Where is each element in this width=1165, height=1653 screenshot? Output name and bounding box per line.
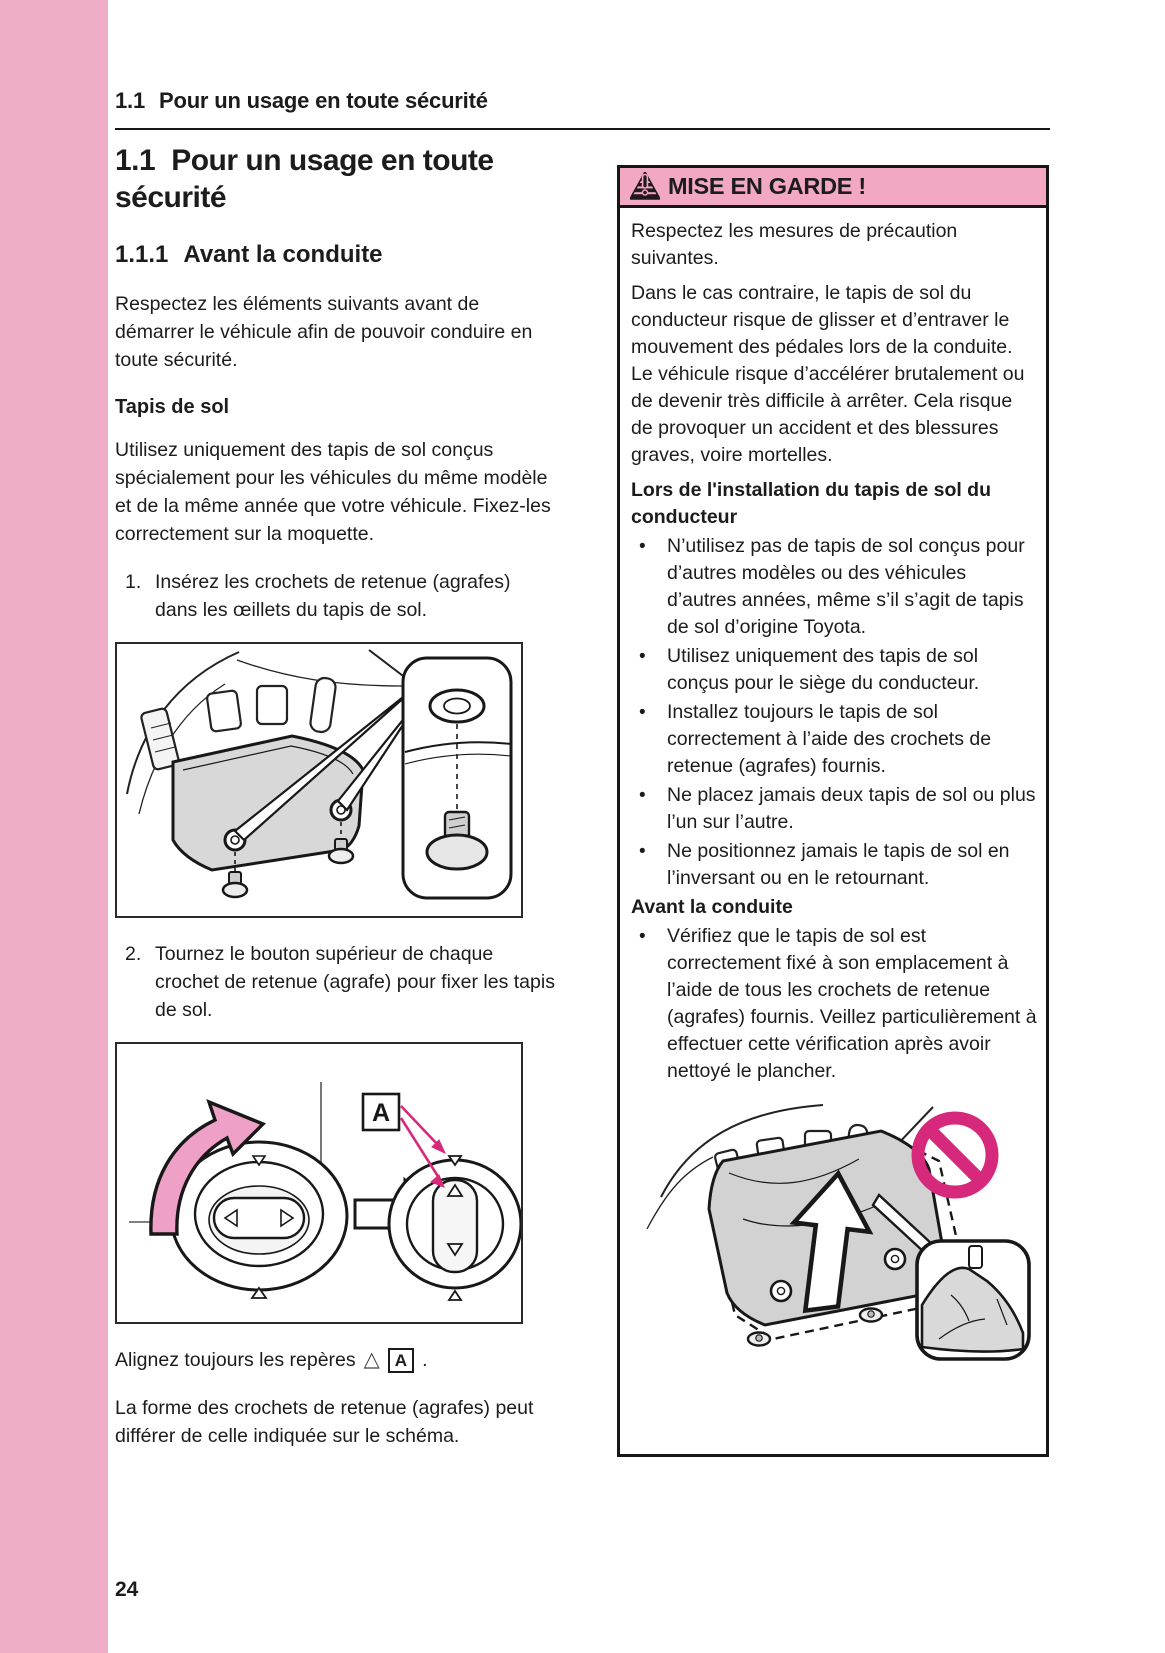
step-text: Tournez le bouton supérieur de chaque crochet de retenue (agrafe) pour fixer les tapis de sol. [155, 943, 555, 1021]
warning-body [620, 208, 1046, 1392]
wrong-mat-position-illustration [633, 1099, 1035, 1377]
running-head-text: Pour un usage en toute sécurité [158, 88, 488, 113]
page-title-text: Pour un usage en toute sécurité [115, 144, 494, 214]
hook-shape-note: La forme des crochets de retenue (agrafes) peut différer de celle indiquée sur le schéma. [115, 1397, 534, 1447]
section-heading [115, 240, 555, 270]
warning-bullet-item: • N’utilisez pas de tapis de sol conçus pour d’autres modèles ou des véhicules d’autres années, même s’il s’agit de tapis de sol d’origine Toyota. [631, 533, 1037, 641]
warning-header [620, 168, 1046, 208]
step-number: 1. [125, 571, 142, 593]
label-a-text: A [371, 1099, 391, 1127]
figure-hook-installation [115, 642, 523, 918]
warning-bullet-item: • Utilisez uniquement des tapis de sol conçus pour le siège du conducteur. [631, 643, 1037, 697]
intro-paragraph: Respectez les éléments suivants avant de démarrer le véhicule afin de pouvoir conduire en toute sécurité. [115, 293, 533, 371]
warning-bullet-item: • Vérifiez que le tapis de sol est correctement fixé à son emplacement à l’aide de tous les crochets de retenue (agrafes) fournis. Veillez particulièrement à effectuer cette vérification après avoir nettoyé le plancher. [631, 923, 1037, 1085]
knob-after-rotation [389, 1156, 521, 1300]
step-item-2 [125, 940, 555, 1024]
step-number: 2. [125, 943, 142, 965]
hook-installation-illustration [117, 644, 521, 916]
figure-wrong-mat-position [633, 1099, 1037, 1382]
warning-bullet-list-before-driving [631, 923, 1037, 1085]
page-title [115, 142, 555, 216]
section-number: 1.1.1 [115, 241, 169, 268]
align-text: Alignez toujours les repères [115, 1349, 356, 1371]
floor-mat-paragraph: Utilisez uniquement des tapis de sol conçus spécialement pour les véhicules du même modèle et de la même année que votre véhicule. Fixez-les correctement sur la moquette. [115, 439, 551, 545]
align-instruction [115, 1346, 555, 1374]
warning-box [617, 165, 1049, 1457]
warning-paragraph: Respectez les mesures de précaution suivantes. [631, 220, 958, 269]
left-column [115, 142, 555, 1470]
running-head-number: 1.1 [115, 88, 145, 113]
knob-rotation-illustration [117, 1044, 521, 1322]
section-text: Avant la conduite [183, 241, 383, 268]
retention-hook [329, 849, 353, 863]
prohibition-icon [918, 1118, 992, 1192]
figure-knob-rotation [115, 1042, 523, 1324]
warning-title: MISE EN GARDE ! [668, 172, 866, 199]
page-title-number: 1.1 [115, 144, 156, 177]
striped-warning-triangle-icon [630, 172, 660, 200]
warning-bullet-item: • Ne placez jamais deux tapis de sol ou plus l’un sur l’autre. [631, 782, 1037, 836]
triangle-marker-icon: △ [363, 1348, 380, 1371]
warning-subhead-before-driving: Avant la conduite [631, 896, 793, 918]
page-margin-band [0, 0, 108, 1653]
page-number: 24 [115, 1578, 139, 1601]
warning-bullet-item: • Ne positionnez jamais le tapis de sol en l’inversant ou en le retournant. [631, 838, 1037, 892]
right-column [617, 165, 1049, 1457]
warning-subhead-installation: Lors de l'installation du tapis de sol du conducteur [631, 479, 992, 528]
warning-bullet-item: • Installez toujours le tapis de sol correctement à l’aide des crochets de retenue (agrafes) fournis. [631, 699, 1037, 780]
label-a-inline: A [388, 1348, 414, 1373]
hook-base-detail [427, 835, 487, 869]
step-item-1 [125, 568, 555, 624]
step-text: Insérez les crochets de retenue (agrafes) dans les œillets du tapis de sol. [155, 571, 511, 621]
warning-bullet-list-installation [631, 533, 1037, 892]
running-head [115, 88, 1050, 130]
align-period: . [422, 1349, 428, 1371]
warning-paragraph: Dans le cas contraire, le tapis de sol du conducteur risque de glisser et d’entraver le mouvement des pédales lors de la conduite. Le véhicule risque d’accélérer brutalement ou de devenir très difficile à arrêter. Cela risque de provoquer un accident et des blessures graves, voire mortelles. [631, 282, 1025, 466]
floor-mat-subhead: Tapis de sol [115, 396, 230, 418]
retention-hook [223, 883, 247, 897]
